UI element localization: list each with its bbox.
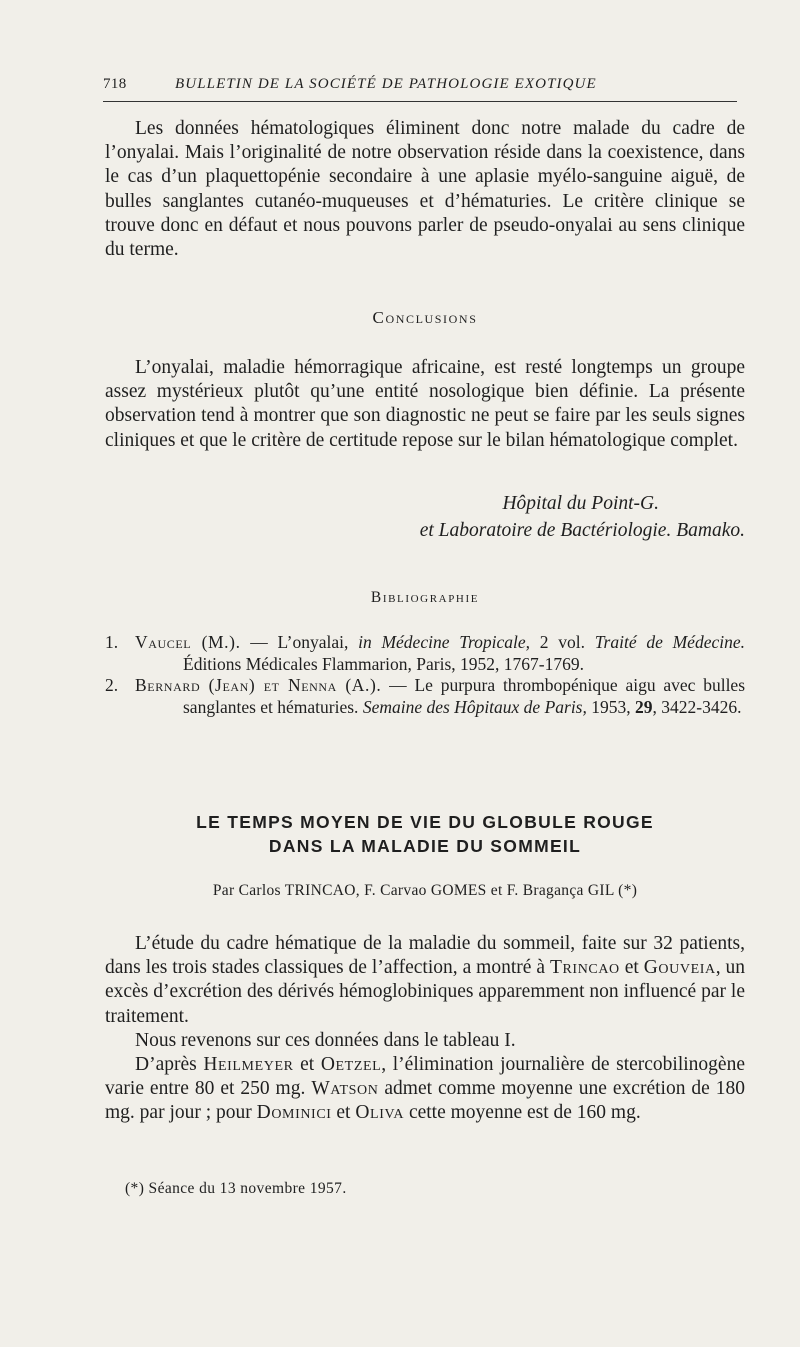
bibliography-entry: 2. Bernard (Jean) et Nenna (A.). — Le purpura thrombopénique aigu avec bulles sanglantes et hématuries. Semaine des Hôpitaux de Paris, 1953, 29, 3422-3426. bbox=[105, 675, 746, 717]
header-rule bbox=[103, 101, 737, 102]
byline: Par Carlos TRINCAO, F. Carvao GOMES et F. Bragança GIL (*) bbox=[212, 882, 638, 899]
conclusions-heading: Conclusions bbox=[372, 308, 478, 327]
article-title bbox=[105, 810, 745, 858]
footnote: (*) Séance du 13 novembre 1957. bbox=[125, 1180, 347, 1197]
article2-paragraph-2: Nous revenons sur ces données dans le tableau I. bbox=[135, 1029, 516, 1051]
conclusions-block bbox=[105, 356, 745, 453]
intro-paragraph-block bbox=[105, 117, 745, 262]
article2-paragraph-3: D’après Heilmeyer et Oetzel, l’élimination journalière de stercobilinogène varie entre 80 et 250 mg. Watson admet comme moyenne une excrétion de 180 mg. par jour ; pour Dominici et Oliva cette moyenne est de 160 mg. bbox=[105, 1054, 746, 1124]
article-title-line-1: LE TEMPS MOYEN DE VIE DU GLOBULE ROUGE bbox=[196, 812, 654, 832]
bibliography-heading: Bibliographie bbox=[370, 589, 480, 606]
affiliation bbox=[105, 490, 745, 544]
article2-body bbox=[105, 932, 745, 1126]
journal-title: BULLETIN DE LA SOCIÉTÉ DE PATHOLOGIE EXOTIQUE bbox=[175, 76, 597, 92]
article-title-line-2: DANS LA MALADIE DU SOMMEIL bbox=[268, 836, 582, 856]
article2-paragraph-1: L’étude du cadre hématique de la maladie du sommeil, faite sur 32 patients, dans les trois stades classiques de l’affection, a montré à Trincao et Gouveia, un excès d’excrétion des dérivés hémoglobiniques apparemment non influencé par le traitement. bbox=[105, 933, 746, 1027]
intro-paragraph: Les données hématologiques éliminent donc notre malade du cadre de l’onyalai. Mais l’originalité de notre observation réside dans la coexistence, dans le cas d’un plaquettopénie secondaire à une aplasie myélo-sanguine aiguë, de bulles sanglantes cutanéo-muqueuses et d’hématuries. Le critère clinique se trouve donc en défaut et nous pouvons parler de pseudo-onyalai au sens clinique du terme. bbox=[105, 118, 745, 261]
bibliography-list bbox=[105, 632, 745, 718]
bibliography-entry: 1. Vaucel (M.). — L’onyalai, in Médecine Tropicale, 2 vol. Traité de Médecine. Éditions Médicales Flammarion, Paris, 1952, 1767-1769. bbox=[105, 632, 745, 674]
conclusions-paragraph: L’onyalai, maladie hémorragique africaine, est resté longtemps un groupe assez mystérieux plutôt qu’une entité nosologique bien définie. La présente observation tend à montrer que son diagnostic ne peut se faire par les seuls signes cliniques et que le critère de certitude repose sur le bilan hématologique complet. bbox=[105, 357, 745, 451]
affiliation-line-1: Hôpital du Point-G. bbox=[502, 493, 659, 514]
page-number: 718 bbox=[103, 76, 127, 92]
affiliation-line-2: et Laboratoire de Bactériologie. Bamako. bbox=[419, 520, 745, 541]
bib-author: Bernard (Jean) et Nenna (A.). bbox=[135, 675, 382, 695]
bib-author: Vaucel (M.). bbox=[135, 632, 241, 652]
